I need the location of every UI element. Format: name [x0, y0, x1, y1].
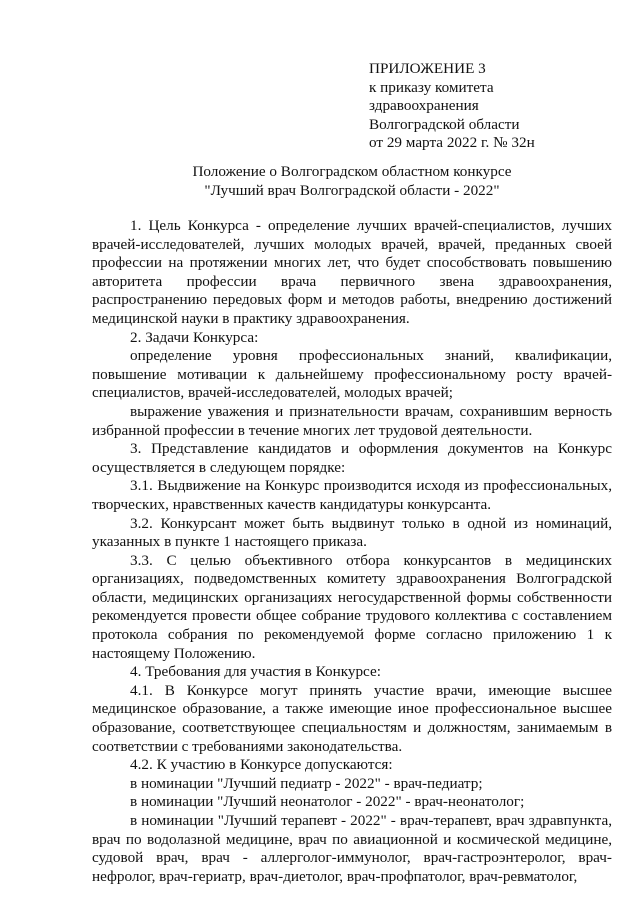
- paragraph: 2. Задачи Конкурса:: [130, 328, 259, 346]
- appendix-title: ПРИЛОЖЕНИЕ 3: [369, 60, 486, 77]
- paragraph: 3.1. Выдвижение на Конкурс производится исходя из профессиональных, творческих, нравственных качеств кандидатуры конкурсанта.: [92, 477, 612, 513]
- paragraph: 1. Цель Конкурса - определение лучших врачей-специалистов, лучших врачей-исследователей, лучших молодых врачей, врачей, преданных своей профессии на протяжении многих лет, что будет способствовать повышению авторитета профессии врача первичного звена здравоохранения, распространению передовых форм и методов работы, внедрению достижений медицинской науки в практику здравоохранения.: [92, 217, 612, 327]
- paragraph: в номинации "Лучший неонатолог - 2022" - врач-неонатолог;: [130, 793, 525, 811]
- document-title: [92, 163, 612, 200]
- title-line: Положение о Волгоградском областном конкурсе: [192, 163, 512, 180]
- appendix-line: к приказу комитета: [369, 78, 494, 96]
- paragraph: в номинации "Лучший педиатр - 2022" - врач-педиатр;: [130, 774, 483, 792]
- appendix-line: от 29 марта 2022 г. № 32н: [369, 134, 535, 152]
- paragraph: 3.3. С целью объективного отбора конкурсантов в медицинских организациях, подведомственных комитету здравоохранения Волгоградской области, медицинских организациях негосударственной формы собственности рекомендуется провести общее собрание трудового коллектива с составлением протокола собрания по рекомендуемой форме согласно приложению 1 к настоящему Положению.: [92, 551, 612, 662]
- document-body: [92, 217, 612, 886]
- paragraph: выражение уважения и признательности врачам, сохранившим верность избранной профессии в течение многих лет трудовой деятельности.: [92, 402, 612, 439]
- paragraph: 4.1. В Конкурсе могут принять участие врачи, имеющие высшее медицинское образование, а также имеющие иное профессиональное высшее образование, соответствующее специальностям и должностям, занимаемым в соответствии с требованиями законодательства.: [92, 681, 612, 755]
- appendix-block: [369, 60, 619, 153]
- appendix-line: здравоохранения: [369, 97, 479, 115]
- title-line: "Лучший врач Волгоградской области - 2022": [204, 181, 500, 199]
- paragraph: определение уровня профессиональных знаний, квалификации, повышение мотивации к дальнейшему профессиональному росту врачей-специалистов, врачей-исследователей, молодых врачей;: [92, 347, 612, 402]
- paragraph: 4. Требования для участия в Конкурсе:: [130, 663, 381, 681]
- paragraph: в номинации "Лучший терапевт - 2022" - врач-терапевт, врач здравпункта, врач по водолазной медицине, врач по авиационной и космической медицине, судовой врач, врач - аллерголог-иммунолог, врач-гастроэнтеролог, врач-нефролог, врач-гериатр, врач-диетолог, врач-профпатолог, врач-ревматолог,: [92, 812, 612, 885]
- paragraph: 4.2. К участию в Конкурсе допускаются:: [130, 756, 393, 774]
- appendix-line: Волгоградской области: [369, 115, 520, 133]
- paragraph: 3. Представление кандидатов и оформления документов на Конкурс осуществляется в следующем порядке:: [92, 440, 612, 476]
- paragraph: 3.2. Конкурсант может быть выдвинут только в одной из номинаций, указанных в пункте 1 настоящего приказа.: [92, 514, 612, 551]
